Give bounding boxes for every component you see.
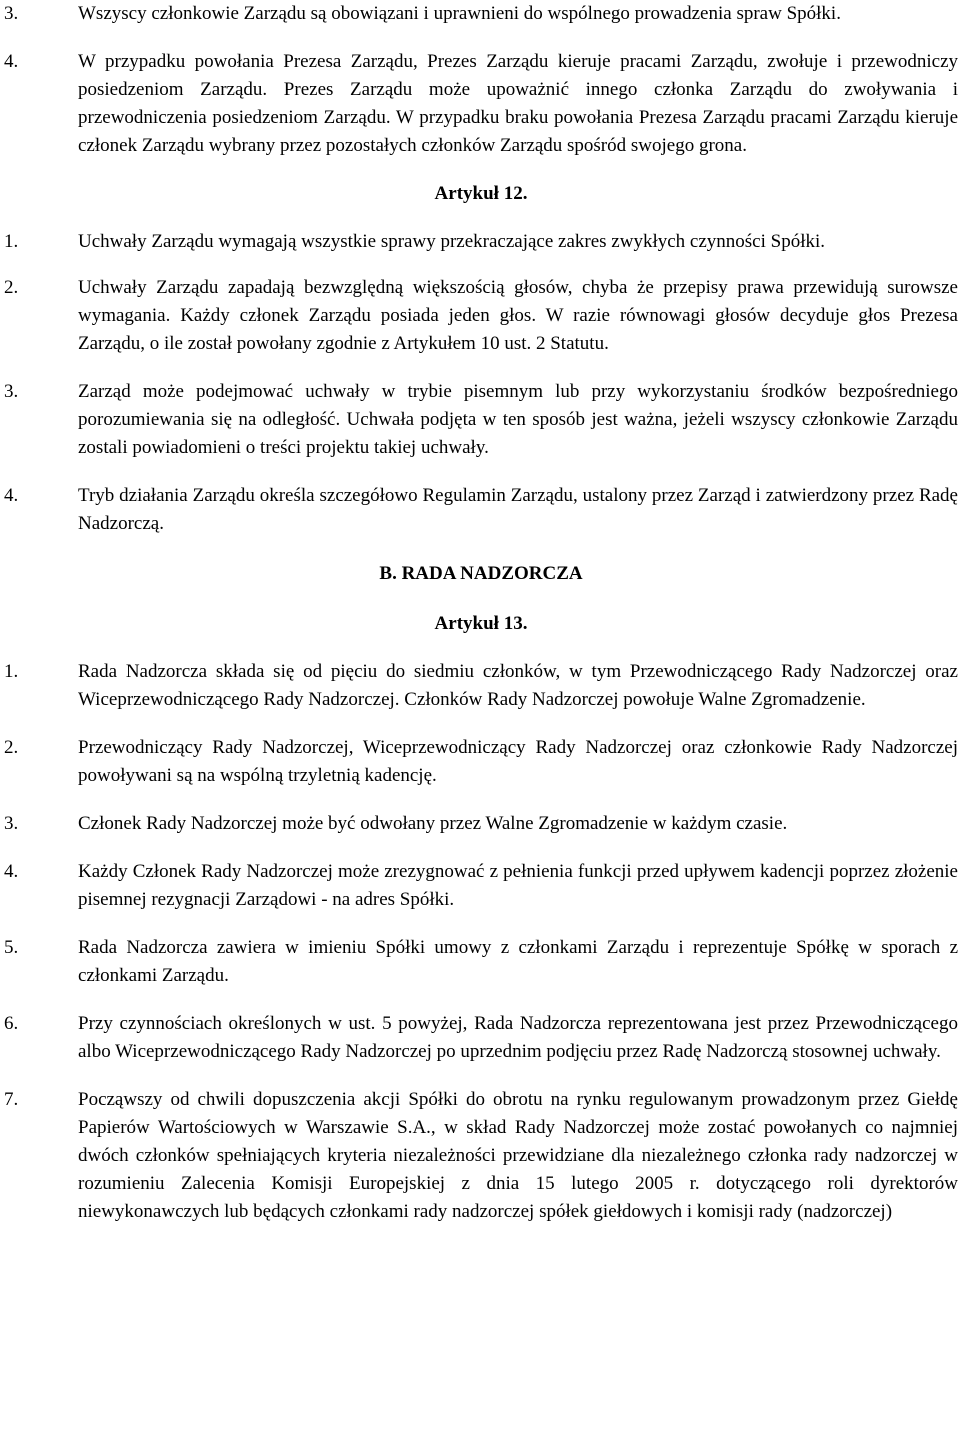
paragraph-item bbox=[4, 934, 958, 990]
item-number: 1. bbox=[4, 661, 19, 682]
item-text: Począwszy od chwili dopuszczenia akcji Spółki do obrotu na rynku regulowanym prowadzonym przez Giełdę Papierów Wartościowych w Warszawie S.A., w skład Rady Nadzorczej może zostać powołanych co najmniej dwóch członków spełniających kryteria niezależności przewidziane dla niezależnego członka rady nadzorczej w rozumieniu Zalecenia Komisji Europejskiej z dnia 15 lutego 2005 r. dotyczącego roli dyrektorów niewykonawczych lub będących członkami rady nadzorczej spółek giełdowych i komisji rady (nadzorczej) bbox=[78, 1089, 958, 1222]
item-number: 3. bbox=[4, 381, 19, 402]
item-number: 2. bbox=[4, 737, 19, 758]
item-text: Uchwały Zarządu wymagają wszystkie sprawy przekraczające zakres zwykłych czynności Spółki. bbox=[78, 231, 826, 252]
paragraph-item bbox=[4, 810, 958, 838]
item-number: 2. bbox=[4, 277, 19, 298]
item-text: Członek Rady Nadzorczej może być odwołany przez Walne Zgromadzenie w każdym czasie. bbox=[78, 813, 788, 834]
item-text: Uchwały Zarządu zapadają bezwzględną większością głosów, chyba że przepisy prawa przewidują surowsze wymagania. Każdy członek Zarządu posiada jeden głos. W razie równowagi głosów decyduje głos Prezesa Zarządu, o ile został powołany zgodnie z Artykułem 10 ust. 2 Statutu. bbox=[78, 277, 958, 354]
article-12-heading: Artykuł 12. bbox=[434, 183, 528, 204]
paragraph-item bbox=[4, 48, 958, 160]
paragraph-item bbox=[4, 858, 958, 914]
item-number: 3. bbox=[4, 3, 19, 24]
item-text: Zarząd może podejmować uchwały w trybie pisemnym lub przy wykorzystaniu środków bezpośredniego porozumiewania się na odległość. Uchwała podjęta w ten sposób jest ważna, jeżeli wszyscy członkowie Zarządu zostali powiadomieni o treści projektu takiej uchwały. bbox=[78, 381, 958, 458]
item-number: 4. bbox=[4, 51, 19, 72]
paragraph-item bbox=[4, 734, 958, 790]
section-b-heading: B. RADA NADZORCZA bbox=[379, 563, 583, 584]
item-text: W przypadku powołania Prezesa Zarządu, Prezes Zarządu kieruje pracami Zarządu, zwołuje i przewodniczy posiedzeniom Zarządu. Prezes Zarządu może upoważnić innego członka Zarządu do zwoływania i przewodniczenia posiedzeniom Zarządu. W przypadku braku powołania Prezesa Zarządu pracami Zarządu kieruje członek Zarządu wybrany przez pozostałych członków Zarządu spośród swojego grona. bbox=[78, 51, 958, 156]
item-number: 1. bbox=[4, 231, 19, 252]
paragraph-item bbox=[4, 658, 958, 714]
paragraph-item bbox=[4, 1086, 958, 1226]
paragraph-item bbox=[4, 1010, 958, 1066]
item-number: 3. bbox=[4, 813, 19, 834]
paragraph-item bbox=[4, 0, 958, 28]
document-page bbox=[4, 0, 958, 1226]
item-text: Przy czynnościach określonych w ust. 5 powyżej, Rada Nadzorcza reprezentowana jest przez Przewodniczącego albo Wiceprzewodniczącego Rady Nadzorczej po uprzednim podjęciu przez Radę Nadzorczą stosownej uchwały. bbox=[78, 1013, 958, 1062]
paragraph-item bbox=[4, 482, 958, 538]
item-text: Wszyscy członkowie Zarządu są obowiązani i uprawnieni do wspólnego prowadzenia spraw Spółki. bbox=[78, 3, 841, 24]
item-number: 4. bbox=[4, 485, 19, 506]
item-text: Przewodniczący Rady Nadzorczej, Wiceprzewodniczący Rady Nadzorczej oraz członkowie Rady Nadzorczej powoływani są na wspólną trzyletnią kadencję. bbox=[78, 737, 958, 786]
item-text: Rada Nadzorcza składa się od pięciu do siedmiu członków, w tym Przewodniczącego Rady Nadzorczej oraz Wiceprzewodniczącego Rady Nadzorczej. Członków Rady Nadzorczej powołuje Walne Zgromadzenie. bbox=[78, 661, 958, 710]
item-text: Tryb działania Zarządu określa szczegółowo Regulamin Zarządu, ustalony przez Zarząd i zatwierdzony przez Radę Nadzorczą. bbox=[78, 485, 958, 534]
item-number: 4. bbox=[4, 861, 19, 882]
article-13-heading: Artykuł 13. bbox=[434, 613, 528, 634]
item-text: Każdy Członek Rady Nadzorczej może zrezygnować z pełnienia funkcji przed upływem kadencji poprzez złożenie pisemnej rezygnacji Zarządowi - na adres Spółki. bbox=[78, 861, 958, 910]
item-number: 6. bbox=[4, 1013, 19, 1034]
item-number: 5. bbox=[4, 937, 19, 958]
paragraph-item bbox=[4, 274, 958, 358]
item-number: 7. bbox=[4, 1089, 19, 1110]
paragraph-item bbox=[4, 228, 958, 256]
item-text: Rada Nadzorcza zawiera w imieniu Spółki umowy z członkami Zarządu i reprezentuje Spółkę w sporach z członkami Zarządu. bbox=[78, 937, 958, 986]
paragraph-item bbox=[4, 378, 958, 462]
